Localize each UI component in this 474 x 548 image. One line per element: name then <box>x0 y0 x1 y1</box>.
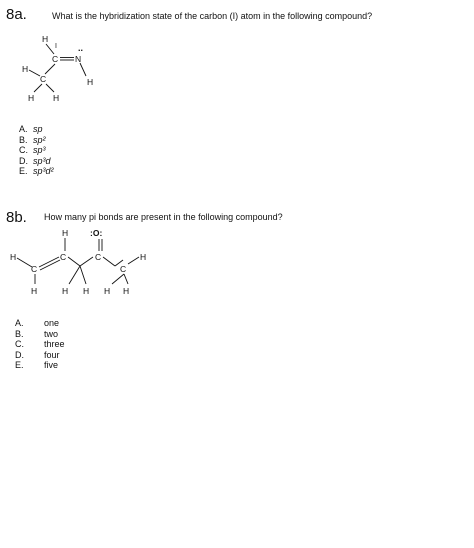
choice-8a-c[interactable] <box>19 145 54 156</box>
atom-h-bottom-left: H <box>28 93 35 103</box>
choice-letter: B. <box>15 328 24 339</box>
atom-h-b3: H <box>83 286 90 296</box>
choice-8a-a[interactable] <box>19 124 54 135</box>
question-8b-text: How many pi bonds are present in the following compound? <box>44 212 283 222</box>
atom-h-right: H <box>140 252 147 262</box>
choice-text: sp³ <box>33 145 46 156</box>
atom-h-b4: H <box>104 286 111 296</box>
choice-letter: A. <box>19 124 28 134</box>
choice-letter: D. <box>19 155 28 166</box>
choice-letter: D. <box>15 349 24 360</box>
choice-letter: C. <box>15 339 24 350</box>
atom-h-b5: H <box>123 286 130 296</box>
choice-letter: C. <box>19 145 28 156</box>
choice-8b-c[interactable] <box>15 339 65 350</box>
lone-pair-n: .. <box>78 43 84 53</box>
choice-8a-b[interactable] <box>19 135 54 146</box>
choices-8a <box>19 124 54 177</box>
atom-c4: C <box>120 264 127 274</box>
choice-text: two <box>44 328 59 339</box>
atom-h-bottom-right: H <box>53 93 60 103</box>
question-8b-number: 8b. <box>6 209 27 226</box>
atom-h-left: H <box>10 252 17 262</box>
choice-text: one <box>44 318 60 328</box>
atom-n: N <box>75 54 82 64</box>
question-8a-text: What is the hybridization state of the carbon (I) atom in the following compound? <box>52 11 373 21</box>
atom-label-i: I <box>55 43 57 50</box>
atom-h-top: H <box>42 34 49 44</box>
atom-h-n: H <box>87 77 94 87</box>
choice-letter: E. <box>19 166 28 177</box>
atom-c1: C <box>52 54 59 64</box>
choice-text: three <box>44 339 65 350</box>
choice-8b-e[interactable] <box>15 360 65 371</box>
choice-letter: B. <box>19 134 28 145</box>
choice-8b-a[interactable] <box>15 318 65 329</box>
choice-8a-e[interactable] <box>19 166 54 177</box>
choice-8a-d[interactable] <box>19 156 54 167</box>
choice-text: sp² <box>33 134 46 145</box>
choice-letter: A. <box>15 318 24 328</box>
choice-text: sp³d² <box>33 166 54 177</box>
atom-c1: C <box>31 264 38 274</box>
choice-letter: E. <box>15 360 24 371</box>
choice-text: sp <box>33 124 43 134</box>
atom-c2: C <box>40 74 47 84</box>
molecule-8a <box>0 30 120 130</box>
choices-8b <box>15 318 65 371</box>
choice-8b-d[interactable] <box>15 350 65 361</box>
choice-8b-b[interactable] <box>15 329 65 340</box>
atom-c2: C <box>60 252 67 262</box>
atom-c3: C <box>95 252 102 262</box>
atom-o: :O: <box>90 228 103 238</box>
choice-text: five <box>44 360 59 371</box>
choice-text: sp³d <box>33 155 51 166</box>
molecule-8b <box>0 222 170 304</box>
atom-h-left: H <box>22 64 29 74</box>
atom-h-b2: H <box>62 286 69 296</box>
atom-h-top: H <box>62 228 69 238</box>
choice-text: four <box>44 349 60 360</box>
question-8a-number: 8a. <box>6 6 27 23</box>
atom-h-b1: H <box>31 286 38 296</box>
